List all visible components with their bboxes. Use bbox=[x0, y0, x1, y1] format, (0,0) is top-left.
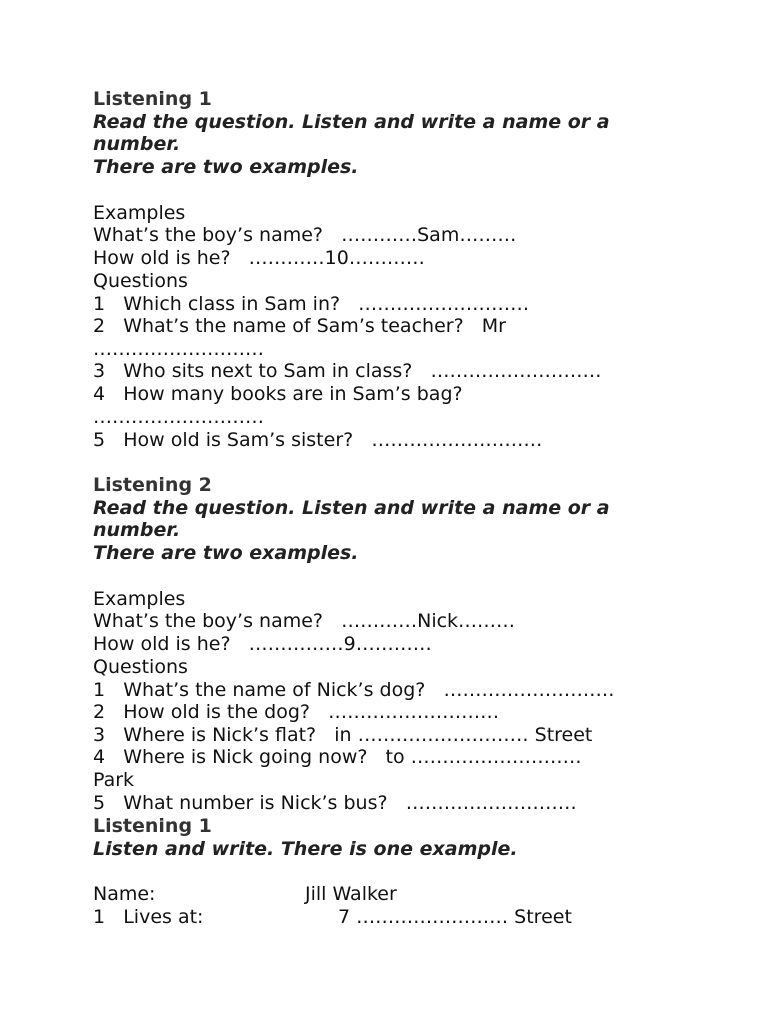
name-label: Name: bbox=[93, 883, 156, 905]
section-heading: Listening 1 bbox=[93, 88, 212, 110]
section-heading: Listening 1 bbox=[93, 815, 212, 837]
lives-at-label: 1 Lives at: bbox=[93, 906, 204, 928]
question-line: 4 Where is Nick going now? to ……………………… bbox=[93, 746, 582, 768]
question-line: 5 What number is Nick’s bus? ……………………… bbox=[93, 792, 577, 814]
lives-at-value: 7 …………………… Street bbox=[338, 906, 572, 928]
answer-blank: ……………………… bbox=[93, 406, 264, 428]
instruction-line: Listen and write. There is one example. bbox=[93, 838, 518, 860]
question-line: 5 How old is Sam’s sister? ……………………… bbox=[93, 429, 543, 451]
section-heading: Listening 2 bbox=[93, 474, 212, 496]
instruction-line: Read the question. Listen and write a name or a bbox=[93, 497, 610, 519]
question-line: 1 What’s the name of Nick’s dog? ……………………… bbox=[93, 679, 615, 701]
answer-blank: ……………………… bbox=[93, 338, 264, 360]
example-line: What’s the boy’s name? …………Sam……… bbox=[93, 224, 517, 246]
examples-label: Examples bbox=[93, 202, 186, 224]
instruction-line: number. bbox=[93, 519, 181, 541]
instruction-line: There are two examples. bbox=[93, 542, 359, 564]
example-line: How old is he? …………10………… bbox=[93, 247, 425, 269]
questions-label: Questions bbox=[93, 270, 188, 292]
answer-continuation: Park bbox=[93, 769, 135, 791]
question-line: 2 How old is the dog? ……………………… bbox=[93, 701, 500, 723]
example-line: What’s the boy’s name? …………Nick……… bbox=[93, 610, 516, 632]
example-line: How old is he? ……………9………… bbox=[93, 633, 432, 655]
question-line: 3 Who sits next to Sam in class? ……………………… bbox=[93, 360, 602, 382]
instruction-line: number. bbox=[93, 133, 181, 155]
name-value: Jill Walker bbox=[305, 883, 397, 905]
questions-label: Questions bbox=[93, 656, 188, 678]
question-line: 1 Which class in Sam in? ……………………… bbox=[93, 293, 530, 315]
question-line: 2 What’s the name of Sam’s teacher? Mr bbox=[93, 315, 506, 337]
question-line: 3 Where is Nick’s flat? in ……………………… Street bbox=[93, 724, 593, 746]
instruction-line: Read the question. Listen and write a name or a bbox=[93, 111, 610, 133]
question-line: 4 How many books are in Sam’s bag? bbox=[93, 383, 463, 405]
examples-label: Examples bbox=[93, 588, 186, 610]
instruction-line: There are two examples. bbox=[93, 156, 359, 178]
